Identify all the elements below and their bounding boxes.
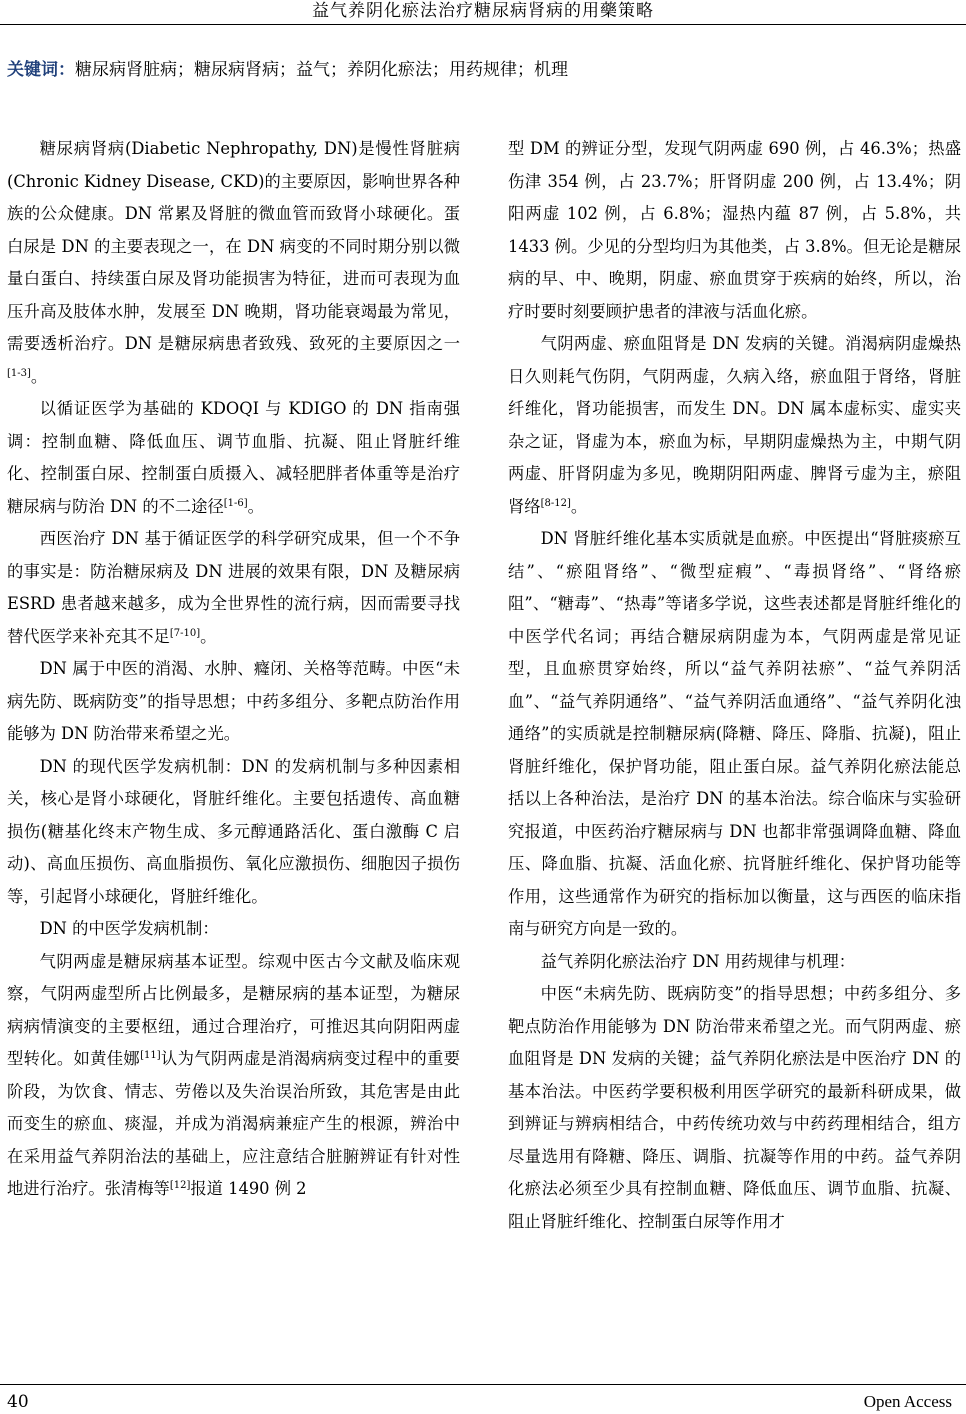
paragraph-text: 糖尿病肾病(Diabetic Nephropathy, DN)是慢性肾脏病(Chronic Kidney Disease, CKD)的主要原因，影响世界各种族的公众健康。DN 常累及肾脏的微血管而致肾小球硬化。蛋白尿是 DN 的主要表现之一，在 DN 病变的不同时期分别以微量白蛋白、持续蛋白尿及肾功能损害为特征，进而可表现为血压升高及肢体水肿，发展至 DN 晚期，肾功能衰竭最为常见，需要透析治疗。DN 是糖尿病患者致残、致死的主要原因之一 bbox=[7, 139, 460, 353]
citation-ref[interactable]: [1-6] bbox=[223, 497, 248, 509]
paragraph-tcm-category: DN 属于中医的消渴、水肿、癃闭、关格等范畴。中医“未病先防、既病防变”的指导思想；中药多组分、多靶点防治作用能够为 DN 防治带来希望之光。 bbox=[7, 659, 460, 743]
paragraph-text: 气阴两虚、瘀血阻肾是 DN 发病的关键。消渴病阴虚燥热日久则耗气伤阴，气阴两虚，久病入络，瘀血阻于肾络，肾脏纤维化，肾功能损害，而发生 DN。DN 属本虚标实、虚实夹杂之证，肾虚为本，瘀血为标，早期阴虚燥热为主，中期气阴两虚、肝肾阴虚为多见，晚期阴阳两虚、脾肾亏虚为主，瘀阻肾络 bbox=[508, 334, 961, 516]
paragraph-western-medicine bbox=[7, 523, 460, 653]
keywords-text: 糖尿病肾脏病；糖尿病肾病；益气；养阴化瘀法；用药规律；机理 bbox=[75, 60, 568, 80]
paragraph-syndrome-statistics: 型 DM 的辨证分型，发现气阴两虚 690 例，占 46.3%；热盛伤津 354 例，占 23.7%；肝肾阴虚 200 例，占 13.4%；阴阳两虚 102 例，占 6.8%；湿热内蕴 87 例，占 5.8%，共 1433 例。少见的分型均归为其他类，占 3.8%。但无论是糖尿病的早、中、晚期，阴虚、瘀血贯穿于疾病的始终，所以，治疗时要时刻要顾护患者的津液与活血化瘀。 bbox=[508, 139, 961, 321]
citation-ref[interactable]: [11] bbox=[140, 1050, 161, 1061]
keywords-label: 关键词： bbox=[7, 60, 75, 80]
paragraph-text: 以循证医学为基础的 KDOQI 与 KDIGO 的 DN 指南强调：控制血糖、降低血压、调节血脂、抗凝、阻止肾脏纤维化、控制蛋白尿、控制蛋白质摄入、减轻肥胖者体重等是治疗糖尿病与防治 DN 的不二途径 bbox=[7, 399, 460, 516]
paragraph-tcm-pathogenesis-heading: DN 的中医学发病机制： bbox=[39, 919, 219, 938]
paragraph-medication-principles: 中医“未病先防、既病防变”的指导思想；中药多组分、多靶点防治作用能够为 DN 防治带来希望之光。而气阴两虚、瘀血阻肾是 DN 发病的关键；益气养阴化瘀法是中医治疗 DN 的基本治法。中医药学要积极利用医学研究的最新科研成果，做到辨证与辨病相结合，中药传统功效与中药药理相结合，组方尽量选用有降糖、降压、调脂、抗凝等作用的中药。益气养阴化瘀法必须至少具有控制血糖、降低血压、调节血脂、抗凝、阻止肾脏纤维化、控制蛋白尿等作用才 bbox=[508, 984, 961, 1231]
paragraph-tail: 。 bbox=[247, 496, 264, 516]
citation-ref[interactable]: [8-12] bbox=[540, 497, 571, 509]
paragraph-medication-heading: 益气养阴化瘀法治疗 DN 用药规律与机理： bbox=[540, 951, 856, 971]
footer-divider bbox=[0, 1384, 966, 1385]
paragraph-qi-yin-deficiency bbox=[7, 946, 460, 1206]
citation-ref[interactable]: [12] bbox=[169, 1180, 191, 1191]
citation-ref[interactable]: [1-3] bbox=[7, 367, 31, 379]
left-column bbox=[7, 133, 460, 1373]
page-number: 40 bbox=[7, 1392, 29, 1412]
keywords-line bbox=[7, 58, 957, 82]
right-column bbox=[508, 133, 961, 1373]
paragraph-text: 报道 1490 例 2 bbox=[190, 1179, 307, 1198]
paragraph-tail: 。 bbox=[30, 366, 48, 386]
header-divider bbox=[0, 24, 966, 25]
paragraph-text: 认为气阴两虚是消渴病病变过程中的重要阶段，为饮食、情志、劳倦以及失治误治所致，其危害是由此而变生的瘀血、痰湿，并成为消渴病兼症产生的根源，辨治中在采用益气养阴治法的基础上，应注意结合脏腑辨证有针对性地进行治疗。张清梅等 bbox=[7, 1049, 460, 1198]
paragraph-modern-pathogenesis: DN 的现代医学发病机制：DN 的发病机制与多种因素相关，核心是肾小球硬化，肾脏纤维化。主要包括遗传、高血糖损伤(糖基化终末产物生成、多元醇通路活化、蛋白激酶 C 启动)、高血压损伤、高血脂损伤、氧化应激损伤、细胞因子损伤等，引起肾小球硬化，肾脏纤维化。 bbox=[7, 756, 460, 906]
citation-ref[interactable]: [7-10] bbox=[169, 627, 201, 639]
paragraph-fibrosis-blood-stasis: DN 肾脏纤维化基本实质就是血瘀。中医提出“肾脏痰瘀互结”、“瘀阻肾络”、“微型症瘕”、“毒损肾络”、“肾络瘀阻”、“糖毒”、“热毒”等诸多学说，这些表述都是肾脏纤维化的中医学代名词；再结合糖尿病阴虚为本，气阴两虚是常见证型，且血瘀贯穿始终，所以“益气养阴祛瘀”、“益气养阴活血”、“益气养阴通络”、“益气养阴活血通络”、“益气养阴化浊通络”的实质就是控制糖尿病(降糖、降压、降脂、抗凝)，阻止肾脏纤维化，保护肾功能，阻止蛋白尿。益气养阴化瘀法能总括以上各种治法，是治疗 DN 的基本治法。综合临床与实验研究报道，中医药治疗糖尿病与 DN 也都非常强调降血糖、降血压、降血脂、抗凝、活血化瘀、抗肾脏纤维化、保护肾功能等作用，这些通常作为研究的指标加以衡量，这与西医的临床指南与研究方向是一致的。 bbox=[508, 529, 961, 938]
publisher-label: Open Access bbox=[863, 1392, 952, 1411]
paragraph-tail: 。 bbox=[570, 496, 588, 516]
running-header: 益气养阴化瘀法治疗糖尿病肾病的用藥策略 bbox=[312, 1, 654, 21]
paragraph-tail: 。 bbox=[200, 626, 217, 646]
paragraph-key-pathogenesis bbox=[508, 328, 961, 523]
paragraph-guidelines bbox=[7, 393, 460, 523]
paragraph-dn-definition bbox=[7, 133, 460, 393]
paragraph-text: 气阴两虚是糖尿病基本证型。综观中医古今文献及临床观察，气阴两虚型所占比例最多，是糖尿病的基本证型，为糖尿病病情演变的主要枢纽，通过合理治疗，可推迟其向阴阳两虚型转化。如黄佳娜 bbox=[7, 951, 460, 1068]
paragraph-text: 西医治疗 DN 基于循证医学的科学研究成果，但一个不争的事实是：防治糖尿病及 DN 进展的效果有限，DN 及糖尿病 ESRD 患者越来越多，成为全世界性的流行病，因而需要寻找替代医学来补充其不足 bbox=[7, 529, 460, 646]
